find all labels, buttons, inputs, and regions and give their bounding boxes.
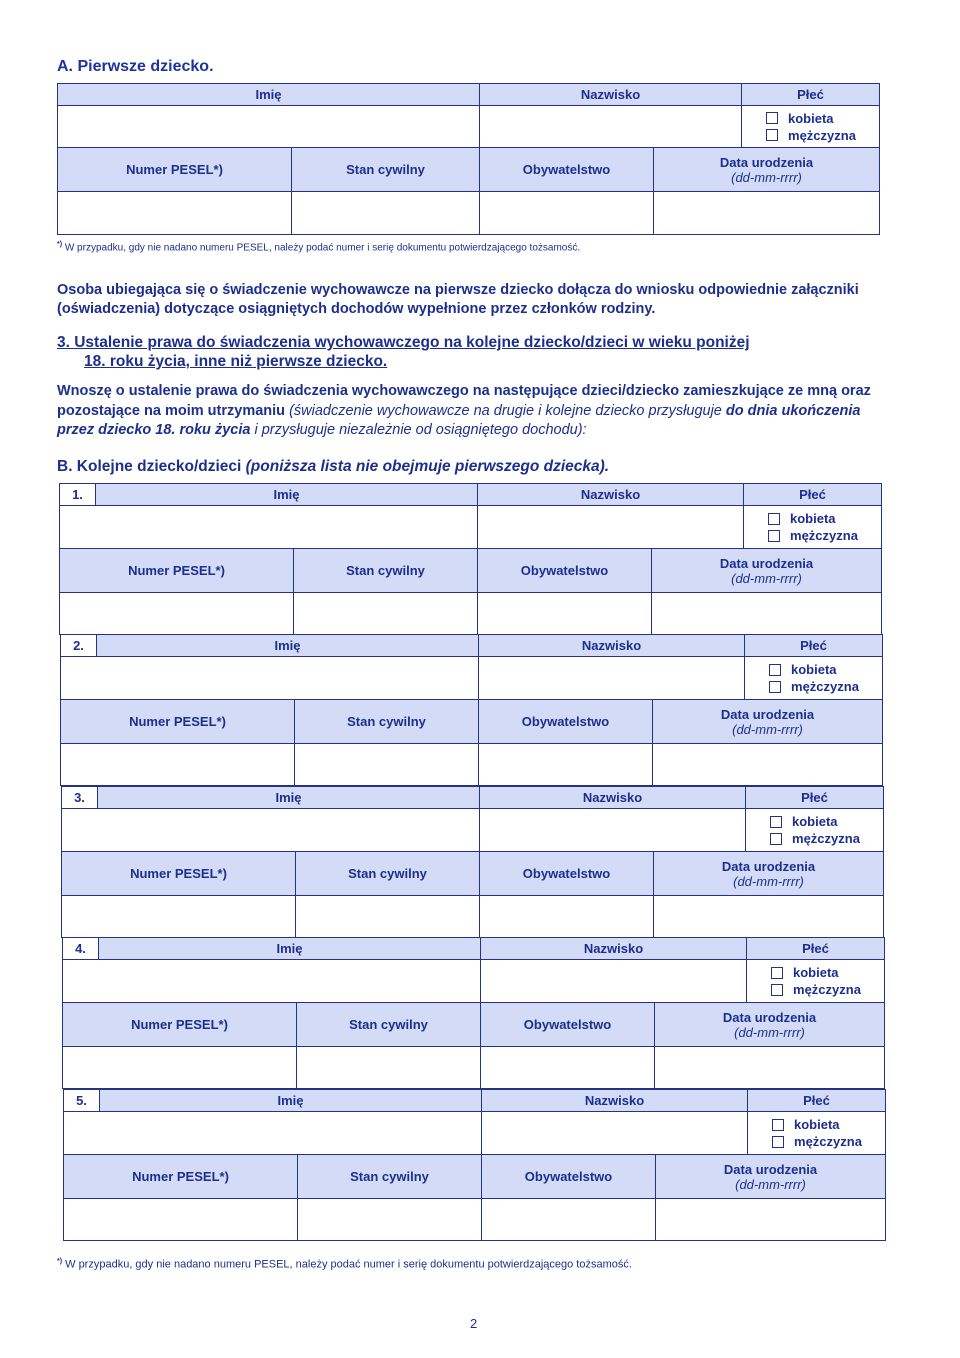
child-table-3: [61, 786, 884, 938]
birth-date-header: [652, 549, 882, 593]
birth-date-format: (dd-mm-rrrr): [731, 169, 802, 185]
citizenship-field[interactable]: [480, 192, 654, 235]
pesel-field[interactable]: [62, 896, 296, 938]
first-name-header: Imię: [98, 787, 480, 809]
male-label: mężczyzna: [793, 982, 861, 997]
birth-date-field[interactable]: [654, 896, 884, 938]
birth-date-format: (dd-mm-rrrr): [732, 721, 803, 737]
sex-header: Płeć: [747, 938, 885, 960]
intro-income-note: i przysługuje niezależnie od osiągniętego dochodu):: [254, 422, 587, 438]
last-name-field[interactable]: [481, 960, 747, 1003]
male-label: mężczyzna: [794, 1134, 862, 1149]
male-checkbox[interactable]: [766, 129, 778, 141]
male-label: mężczyzna: [792, 831, 860, 846]
sex-options: [745, 657, 883, 700]
male-checkbox[interactable]: [772, 1136, 784, 1148]
section-a-title: A. Pierwsze dziecko.: [57, 58, 214, 75]
intro-age-limit: do dnia ukończenia przez dziecko 18. roku życia: [57, 402, 861, 438]
female-label: kobieta: [793, 965, 839, 980]
last-name-header: Nazwisko: [478, 484, 744, 506]
first-name-field[interactable]: [58, 106, 480, 148]
citizenship-field[interactable]: [480, 896, 654, 938]
female-checkbox[interactable]: [771, 967, 783, 979]
attachments-paragraph: Osoba ubiegająca się o świadczenie wychowawcze na pierwsze dziecko dołącza do wniosku odpowiednie załączniki (oświadczenia) dotyczące osiągniętych dochodów wypełnione przez członków rodziny.: [57, 282, 859, 317]
male-checkbox[interactable]: [771, 984, 783, 996]
footnote-mark: *): [57, 241, 63, 248]
birth-date-format: (dd-mm-rrrr): [733, 873, 804, 889]
female-label: kobieta: [791, 662, 837, 677]
birth-date-header: [655, 1003, 885, 1047]
citizenship-header: Obywatelstwo: [480, 852, 654, 896]
first-name-header: Imię: [100, 1090, 482, 1112]
last-name-header: Nazwisko: [479, 635, 745, 657]
birth-date-label: Data urodzenia: [720, 706, 815, 722]
child-table-5: [63, 1089, 886, 1241]
citizenship-header: Obywatelstwo: [479, 700, 653, 744]
section-b-title-plain: B. Kolejne dziecko/dzieci: [57, 458, 242, 475]
footnote-bottom-text: W przypadku, gdy nie nadano numeru PESEL, należy podać numer i serię dokumentu potwierdzającego tożsamość.: [65, 1258, 632, 1271]
marital-status-field[interactable]: [294, 593, 478, 635]
male-label: mężczyzna: [791, 679, 859, 694]
last-name-field[interactable]: [479, 657, 745, 700]
female-checkbox[interactable]: [770, 816, 782, 828]
first-name-field[interactable]: [62, 809, 480, 852]
birth-date-label: Data urodzenia: [719, 555, 814, 571]
male-checkbox[interactable]: [768, 530, 780, 542]
male-checkbox[interactable]: [770, 833, 782, 845]
first-name-field[interactable]: [63, 960, 481, 1003]
sex-header: Płeć: [748, 1090, 886, 1112]
sex-options: [746, 809, 884, 852]
sex-options: [744, 506, 882, 549]
birth-date-label: Data urodzenia: [723, 1161, 818, 1177]
marital-status-header: Stan cywilny: [295, 700, 479, 744]
child-table-4: [62, 937, 885, 1089]
sex-options: [748, 1112, 886, 1155]
last-name-header: Nazwisko: [480, 787, 746, 809]
sex-header: Płeć: [744, 484, 882, 506]
marital-status-header: Stan cywilny: [292, 148, 480, 192]
citizenship-field[interactable]: [478, 593, 652, 635]
birth-date-format: (dd-mm-rrrr): [735, 1176, 806, 1192]
pesel-header: Numer PESEL*): [61, 700, 295, 744]
sex-header: Płeć: [742, 84, 880, 106]
pesel-field[interactable]: [58, 192, 292, 235]
last-name-field[interactable]: [480, 809, 746, 852]
section-b-title: [57, 458, 609, 476]
marital-status-field[interactable]: [298, 1199, 482, 1241]
birth-date-header: [654, 852, 884, 896]
marital-status-header: Stan cywilny: [297, 1003, 481, 1047]
last-name-header: Nazwisko: [482, 1090, 748, 1112]
birth-date-field[interactable]: [652, 593, 882, 635]
citizenship-field[interactable]: [479, 744, 653, 786]
birth-date-label: Data urodzenia: [722, 1009, 817, 1025]
birth-date-label: Data urodzenia: [721, 858, 816, 874]
first-name-field[interactable]: [60, 506, 478, 549]
pesel-header: Numer PESEL*): [58, 148, 292, 192]
first-name-header: Imię: [96, 484, 478, 506]
last-name-field[interactable]: [482, 1112, 748, 1155]
marital-status-field[interactable]: [292, 192, 480, 235]
citizenship-header: Obywatelstwo: [480, 148, 654, 192]
child-number: 5.: [64, 1090, 100, 1112]
marital-status-field[interactable]: [295, 744, 479, 786]
pesel-field[interactable]: [63, 1047, 297, 1089]
intro-main: Wnoszę o ustalenie prawa do świadczenia wychowawczego na następujące dzieci/dziecko zamieszkujące ze mną oraz pozostające na moim utrzymaniu: [57, 383, 871, 419]
pesel-header: Numer PESEL*): [60, 549, 294, 593]
last-name-field[interactable]: [480, 106, 742, 148]
intro-paragraph: [57, 382, 887, 441]
footnote-bottom-mark: *): [57, 1258, 63, 1265]
female-label: kobieta: [794, 1117, 840, 1132]
last-name-header: Nazwisko: [480, 84, 742, 106]
female-label: kobieta: [788, 110, 834, 126]
first-name-header: Imię: [97, 635, 479, 657]
male-checkbox[interactable]: [769, 681, 781, 693]
pesel-field[interactable]: [60, 593, 294, 635]
section-b-title-italic: (poniższa lista nie obejmuje pierwszego dziecka).: [245, 458, 610, 475]
birth-date-format: (dd-mm-rrrr): [731, 570, 802, 586]
male-label: mężczyzna: [788, 127, 856, 143]
citizenship-field[interactable]: [482, 1199, 656, 1241]
last-name-field[interactable]: [478, 506, 744, 549]
pesel-field[interactable]: [61, 744, 295, 786]
section-3-heading-line1: 3. Ustalenie prawa do świadczenia wychowawczego na kolejne dziecko/dzieci w wieku poniżej: [57, 334, 750, 351]
pesel-field[interactable]: [64, 1199, 298, 1241]
page-number: 2: [470, 1316, 478, 1331]
female-checkbox[interactable]: [772, 1119, 784, 1131]
birth-date-header: [653, 700, 883, 744]
female-checkbox[interactable]: [768, 513, 780, 525]
female-checkbox[interactable]: [769, 664, 781, 676]
birth-date-field[interactable]: [654, 192, 880, 235]
pesel-header: Numer PESEL*): [63, 1003, 297, 1047]
sex-options: [742, 106, 880, 148]
footnote-text: W przypadku, gdy nie nadano numeru PESEL, należy podać numer i serię dokumentu potwierdzającego tożsamość.: [64, 242, 581, 254]
citizenship-header: Obywatelstwo: [478, 549, 652, 593]
child-table-1: [59, 483, 882, 635]
birth-date-header: [654, 148, 880, 192]
female-label: kobieta: [790, 511, 836, 526]
child-number: 4.: [63, 938, 99, 960]
section-3-heading-line2: 18. roku życia, inne niż pierwsze dziecko.: [84, 353, 388, 370]
marital-status-header: Stan cywilny: [296, 852, 480, 896]
sex-header: Płeć: [746, 787, 884, 809]
first-name-field[interactable]: [61, 657, 479, 700]
marital-status-field[interactable]: [296, 896, 480, 938]
birth-date-header: [656, 1155, 886, 1199]
citizenship-header: Obywatelstwo: [481, 1003, 655, 1047]
marital-status-header: Stan cywilny: [298, 1155, 482, 1199]
citizenship-header: Obywatelstwo: [482, 1155, 656, 1199]
marital-status-field[interactable]: [297, 1047, 481, 1089]
footnote-bottom: [57, 1258, 632, 1271]
first-name-header: Imię: [58, 84, 480, 106]
citizenship-field[interactable]: [481, 1047, 655, 1089]
birth-date-field[interactable]: [653, 744, 883, 786]
male-label: mężczyzna: [790, 528, 858, 543]
birth-date-format: (dd-mm-rrrr): [734, 1024, 805, 1040]
sex-options: [747, 960, 885, 1003]
child-number: 1.: [60, 484, 96, 506]
footnote-top: [57, 241, 580, 253]
child-number: 2.: [61, 635, 97, 657]
child-number: 3.: [62, 787, 98, 809]
marital-status-header: Stan cywilny: [294, 549, 478, 593]
pesel-header: Numer PESEL*): [62, 852, 296, 896]
intro-note: (świadczenie wychowawcze na drugie i kolejne dziecko przysługuje: [289, 402, 722, 419]
first-name-field[interactable]: [64, 1112, 482, 1155]
birth-date-label: Data urodzenia: [719, 154, 814, 170]
first-name-header: Imię: [99, 938, 481, 960]
sex-header: Płeć: [745, 635, 883, 657]
birth-date-field[interactable]: [656, 1199, 886, 1241]
female-label: kobieta: [792, 814, 838, 829]
first-child-table: [57, 83, 880, 235]
last-name-header: Nazwisko: [481, 938, 747, 960]
female-checkbox[interactable]: [766, 112, 778, 124]
child-table-2: [60, 634, 883, 786]
birth-date-field[interactable]: [655, 1047, 885, 1089]
pesel-header: Numer PESEL*): [64, 1155, 298, 1199]
